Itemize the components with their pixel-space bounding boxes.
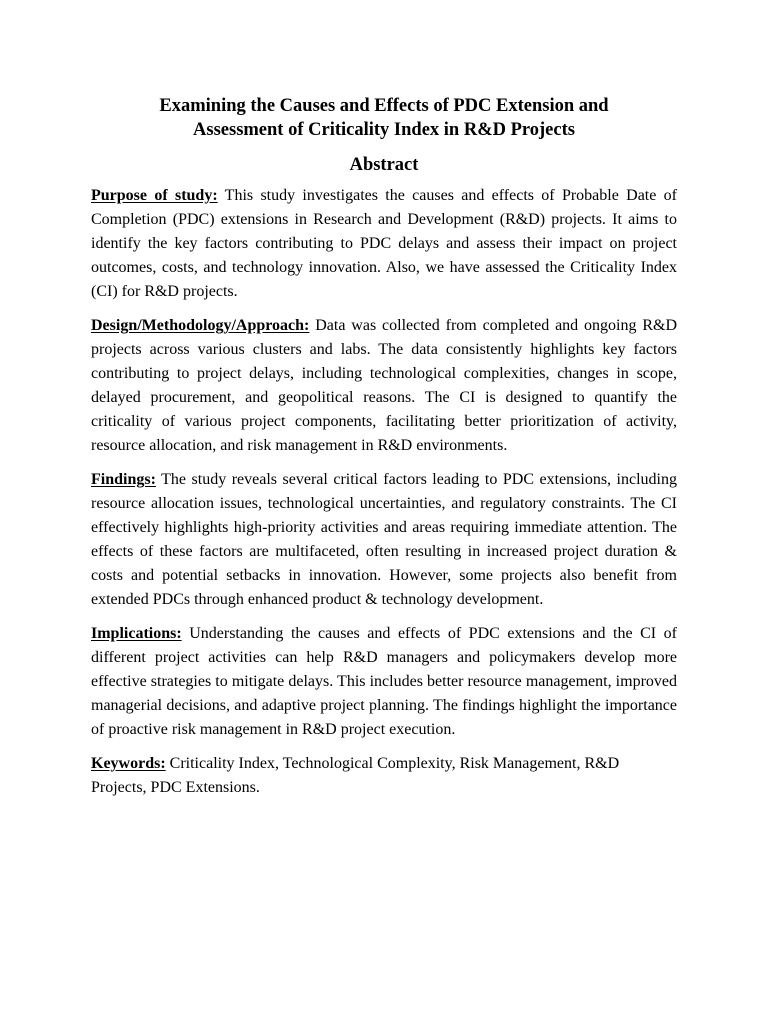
findings-label: Findings:	[91, 471, 156, 488]
findings-paragraph	[91, 468, 677, 612]
purpose-text: This study investigates the causes and effects of Probable Date of Completion (PDC) extensions in Research and Development (R&D) projects. It aims to identify the key factors contributing to PDC delays and assess their impact on project outcomes, costs, and technology innovation. Also, we have assessed the Criticality Index (CI) for R&D projects.	[91, 187, 677, 300]
keywords-paragraph	[91, 752, 677, 800]
design-paragraph	[91, 314, 677, 458]
keywords-text: Criticality Index, Technological Complexity, Risk Management, R&D Projects, PDC Extensions.	[91, 755, 620, 796]
implications-paragraph	[91, 622, 677, 742]
keywords-label: Keywords:	[91, 755, 166, 772]
design-text: Data was collected from completed and ongoing R&D projects across various clusters and labs. The data consistently highlights key factors contributing to project delays, including technological complexities, changes in scope, delayed procurement, and geopolitical reasons. The CI is designed to quantify the criticality of various project components, facilitating better prioritization of activity, resource allocation, and risk management in R&D environments.	[91, 317, 677, 454]
findings-text: The study reveals several critical factors leading to PDC extensions, including resource allocation issues, technological uncertainties, and regulatory constraints. The CI effectively highlights high-priority activities and areas requiring immediate attention. The effects of these factors are multifaceted, often resulting in increased project duration & costs and potential setbacks in innovation. However, some projects also benefit from extended PDCs through enhanced product & technology development.	[91, 471, 677, 608]
abstract-heading: Abstract	[349, 155, 419, 175]
paper-title-line-2: Assessment of Criticality Index in R&D Projects	[193, 120, 575, 140]
paper-title	[91, 94, 677, 142]
document-page	[91, 94, 677, 810]
design-label: Design/Methodology/Approach:	[91, 317, 310, 334]
purpose-paragraph	[91, 184, 677, 304]
implications-text: Understanding the causes and effects of PDC extensions and the CI of different project activities can help R&D managers and policymakers develop more effective strategies to mitigate delays. This includes better resource management, improved managerial decisions, and adaptive project planning. The findings highlight the importance of proactive risk management in R&D project execution.	[91, 625, 677, 738]
implications-label: Implications:	[91, 625, 182, 642]
paper-title-line-1: Examining the Causes and Effects of PDC Extension and	[159, 96, 609, 116]
purpose-label: Purpose of study:	[91, 187, 218, 204]
